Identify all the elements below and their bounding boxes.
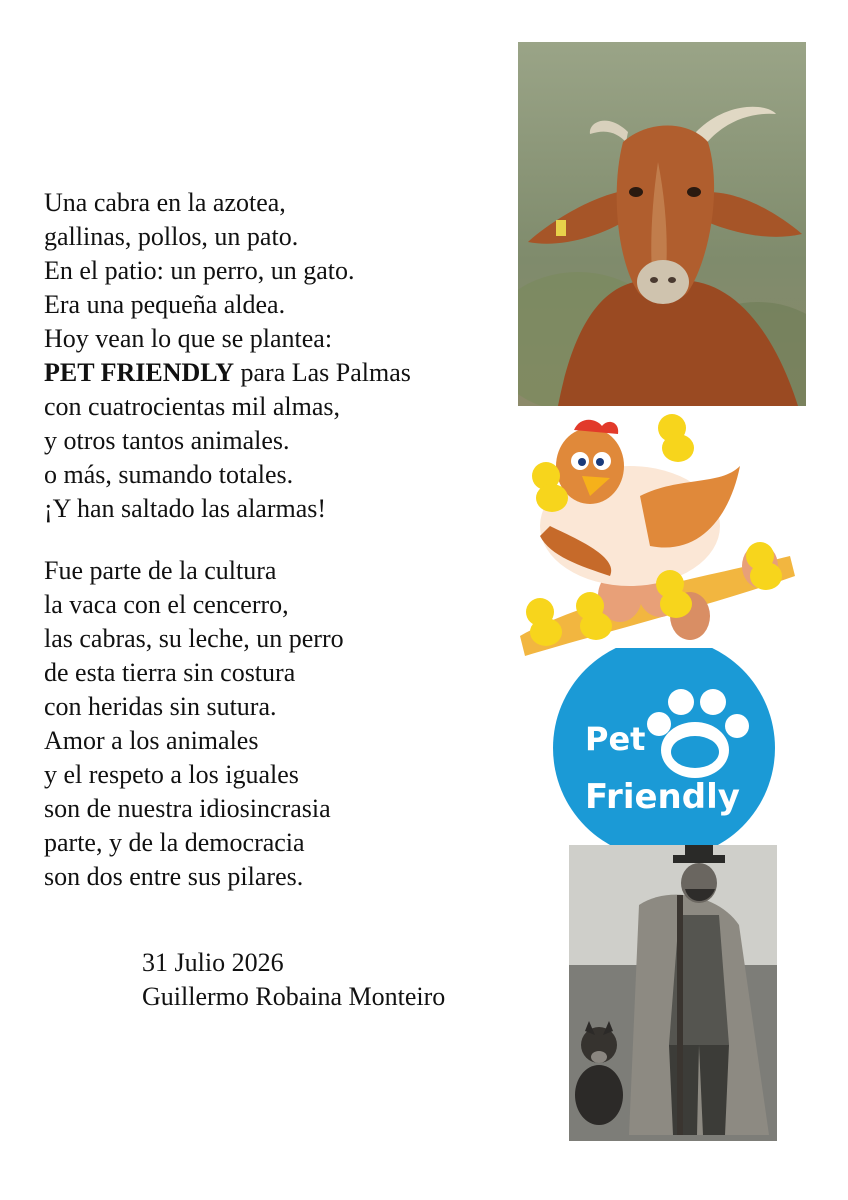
poem-line: las cabras, su leche, un perro (44, 624, 344, 653)
poem-line: la vaca con el cencerro, (44, 590, 289, 619)
poem-line-rest: para Las Palmas (234, 358, 411, 387)
poem-line (44, 356, 411, 390)
poem-line: Una cabra en la azotea, (44, 188, 286, 217)
stanza-2 (44, 554, 411, 894)
pet-friendly-logo (553, 648, 775, 848)
poem-line: Era una pequeña aldea. (44, 290, 286, 319)
poem-line: o más, sumando totales. (44, 460, 294, 489)
poem-line: Amor a los animales (44, 726, 259, 755)
poem-line: con cuatrocientas mil almas, (44, 392, 341, 421)
poem-line: ¡Y han saltado las alarmas! (44, 494, 327, 523)
pet-friendly-bold: PET FRIENDLY (44, 358, 234, 387)
poem-line: gallinas, pollos, un pato. (44, 222, 299, 251)
date: 31 Julio 2026 (142, 948, 284, 977)
poem-line: y el respeto a los iguales (44, 760, 299, 789)
poem-line: parte, y de la democracia (44, 828, 305, 857)
poem-line: son de nuestra idiosincrasia (44, 794, 331, 823)
goat-photo (518, 42, 806, 406)
poem-line: son dos entre sus pilares. (44, 862, 304, 891)
poem-line: En el patio: un perro, un gato. (44, 256, 355, 285)
poem-line: y otros tantos animales. (44, 426, 290, 455)
poem-line: con heridas sin sutura. (44, 692, 277, 721)
author: Guillermo Robaina Monteiro (142, 982, 446, 1011)
stanza-1 (44, 186, 411, 526)
hen-icon (510, 406, 800, 664)
signature (142, 946, 445, 1014)
poem-line: Hoy vean lo que se plantea: (44, 324, 333, 353)
poem (44, 186, 411, 922)
shepherd-photo (569, 845, 777, 1141)
badge-text-friendly: Friendly (585, 777, 740, 817)
shepherd-with-dog-icon (569, 845, 777, 1141)
hen-illustration (510, 406, 800, 664)
poem-line: Fue parte de la cultura (44, 556, 277, 585)
poem-line: de esta tierra sin costura (44, 658, 296, 687)
goat-icon (518, 42, 806, 406)
badge-text-pet: Pet (585, 720, 646, 758)
